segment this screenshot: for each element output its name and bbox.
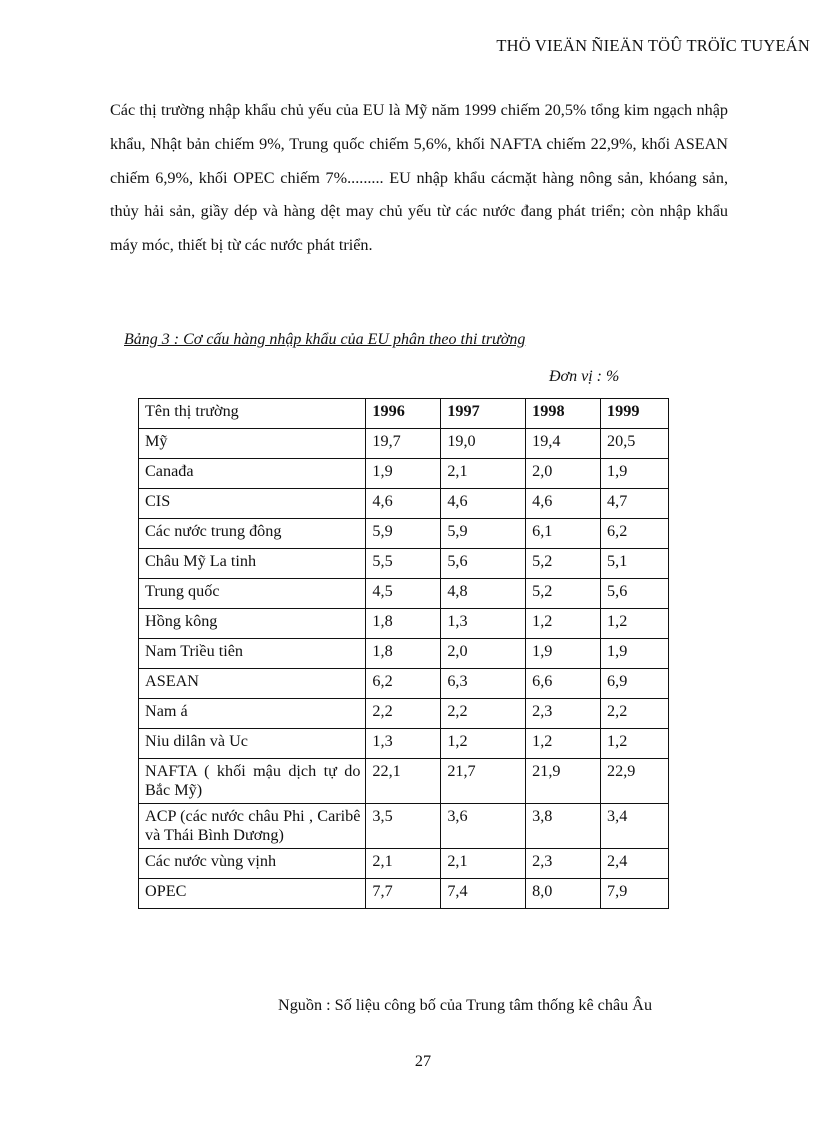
- table-row: [139, 459, 669, 489]
- value-cell: 22,1: [366, 759, 441, 804]
- header-year: 1998: [526, 399, 601, 429]
- source-note: Nguồn : Số liệu công bố của Trung tâm thống kê châu Âu: [278, 996, 653, 1014]
- header-year: 1996: [366, 399, 441, 429]
- value-cell: 1,9: [366, 459, 441, 489]
- value-cell: 1,3: [366, 729, 441, 759]
- value-cell: 1,2: [441, 729, 526, 759]
- value-cell: 20,5: [601, 429, 669, 459]
- market-name-cell: OPEC: [139, 879, 366, 909]
- value-cell: 3,5: [366, 804, 441, 849]
- market-name-cell: Các nước trung đông: [139, 519, 366, 549]
- table-row: [139, 519, 669, 549]
- value-cell: 2,2: [366, 699, 441, 729]
- market-name-cell: ACP (các nước châu Phi , Caribê và Thái Bình Dương): [139, 804, 366, 849]
- body-paragraph: Các thị trường nhập khẩu chủ yếu của EU là Mỹ năm 1999 chiếm 20,5% tổng kim ngạch nhập khẩu, Nhật bản chiếm 9%, Trung quốc chiếm 5,6%, khối NAFTA chiếm 22,9%, khối ASEAN chiếm 6,9%, khối OPEC chiếm 7%......... EU nhập khẩu cácmặt hàng nông sản, khóang sản, thủy hải sản, giầy dép và hàng dệt may chủ yếu từ các nước đang phát triển; còn nhập khẩu máy móc, thiết bị từ các nước phát triển.: [110, 101, 728, 255]
- table-row: [139, 729, 669, 759]
- value-cell: 1,2: [601, 609, 669, 639]
- table-row: [139, 849, 669, 879]
- page-header: THÖ VIEÄN ÑIEÄN TÖÛ TRÖÏC TUYEÁN: [496, 36, 810, 55]
- market-name-cell: Niu dilân và Uc: [139, 729, 366, 759]
- value-cell: 5,2: [526, 579, 601, 609]
- market-name-cell: Nam Triều tiên: [139, 639, 366, 669]
- value-cell: 21,7: [441, 759, 526, 804]
- value-cell: 1,9: [526, 639, 601, 669]
- page-number: 27: [414, 1052, 432, 1070]
- market-name-cell: Hồng kông: [139, 609, 366, 639]
- value-cell: 5,5: [366, 549, 441, 579]
- value-cell: 2,2: [601, 699, 669, 729]
- value-cell: 7,4: [441, 879, 526, 909]
- value-cell: 3,6: [441, 804, 526, 849]
- market-name-cell: Mỹ: [139, 429, 366, 459]
- header-year: 1999: [601, 399, 669, 429]
- market-name-cell: Canađa: [139, 459, 366, 489]
- value-cell: 21,9: [526, 759, 601, 804]
- table-row: [139, 609, 669, 639]
- value-cell: 8,0: [526, 879, 601, 909]
- value-cell: 6,2: [366, 669, 441, 699]
- value-cell: 5,1: [601, 549, 669, 579]
- value-cell: 6,1: [526, 519, 601, 549]
- table-caption: Bảng 3 : Cơ cấu hàng nhập khẩu của EU phân theo thi trường: [124, 331, 526, 348]
- value-cell: 1,8: [366, 609, 441, 639]
- table-header-row: [139, 399, 669, 429]
- value-cell: 3,8: [526, 804, 601, 849]
- value-cell: 2,1: [366, 849, 441, 879]
- value-cell: 6,2: [601, 519, 669, 549]
- market-name-cell: Các nước vùng vịnh: [139, 849, 366, 879]
- value-cell: 5,6: [601, 579, 669, 609]
- value-cell: 1,3: [441, 609, 526, 639]
- value-cell: 2,0: [526, 459, 601, 489]
- value-cell: 7,9: [601, 879, 669, 909]
- value-cell: 1,8: [366, 639, 441, 669]
- market-name-cell: NAFTA ( khối mậu dịch tự do Bắc Mỹ): [139, 759, 366, 804]
- value-cell: 1,9: [601, 639, 669, 669]
- value-cell: 19,4: [526, 429, 601, 459]
- header-year: 1997: [441, 399, 526, 429]
- value-cell: 4,5: [366, 579, 441, 609]
- market-name-cell: Nam á: [139, 699, 366, 729]
- table-row: [139, 489, 669, 519]
- table-row: [139, 429, 669, 459]
- value-cell: 7,7: [366, 879, 441, 909]
- value-cell: 3,4: [601, 804, 669, 849]
- market-name-cell: ASEAN: [139, 669, 366, 699]
- market-name-cell: Trung quốc: [139, 579, 366, 609]
- market-name-cell: Châu Mỹ La tinh: [139, 549, 366, 579]
- value-cell: 2,1: [441, 459, 526, 489]
- table-row: [139, 879, 669, 909]
- value-cell: 4,6: [366, 489, 441, 519]
- value-cell: 1,2: [526, 729, 601, 759]
- unit-label: Đơn vị : %: [549, 368, 620, 385]
- value-cell: 6,9: [601, 669, 669, 699]
- table-row: [139, 804, 669, 849]
- value-cell: 19,0: [441, 429, 526, 459]
- value-cell: 2,4: [601, 849, 669, 879]
- header-market: Tên thị trường: [139, 399, 366, 429]
- table-row: [139, 639, 669, 669]
- value-cell: 5,9: [366, 519, 441, 549]
- value-cell: 4,6: [526, 489, 601, 519]
- value-cell: 2,2: [441, 699, 526, 729]
- table-row: [139, 579, 669, 609]
- value-cell: 1,2: [601, 729, 669, 759]
- table-row: [139, 669, 669, 699]
- value-cell: 5,2: [526, 549, 601, 579]
- import-structure-table: [138, 398, 669, 909]
- value-cell: 5,6: [441, 549, 526, 579]
- value-cell: 4,8: [441, 579, 526, 609]
- value-cell: 2,0: [441, 639, 526, 669]
- value-cell: 2,3: [526, 699, 601, 729]
- value-cell: 4,7: [601, 489, 669, 519]
- value-cell: 5,9: [441, 519, 526, 549]
- value-cell: 1,9: [601, 459, 669, 489]
- value-cell: 2,1: [441, 849, 526, 879]
- table-row: [139, 549, 669, 579]
- table-row: [139, 759, 669, 804]
- value-cell: 1,2: [526, 609, 601, 639]
- market-name-cell: CIS: [139, 489, 366, 519]
- value-cell: 22,9: [601, 759, 669, 804]
- value-cell: 19,7: [366, 429, 441, 459]
- table-row: [139, 699, 669, 729]
- value-cell: 4,6: [441, 489, 526, 519]
- value-cell: 6,3: [441, 669, 526, 699]
- value-cell: 6,6: [526, 669, 601, 699]
- value-cell: 2,3: [526, 849, 601, 879]
